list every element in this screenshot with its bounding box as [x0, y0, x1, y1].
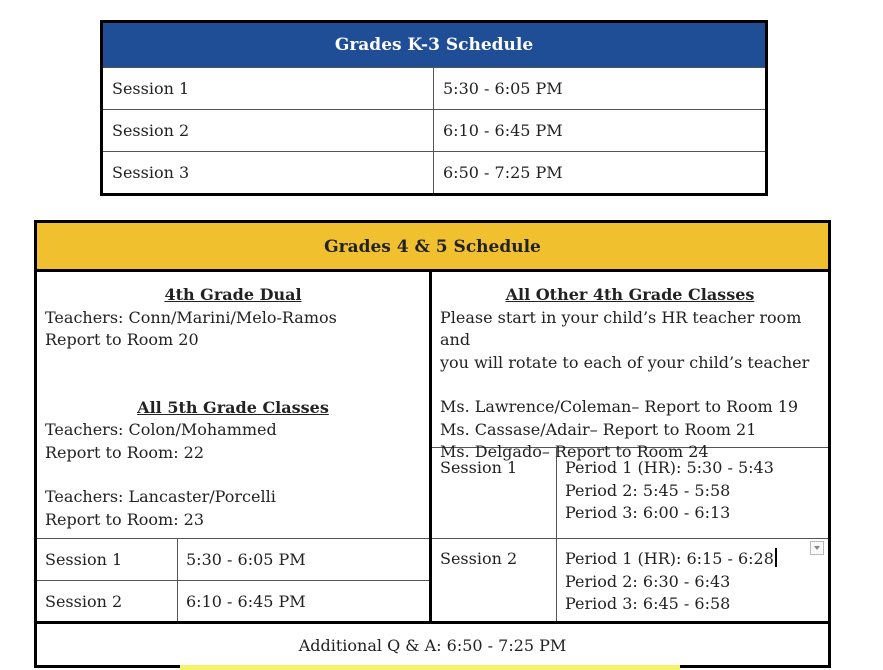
period-3: Period 3: 6:00 - 6:13 — [565, 503, 731, 522]
text-cursor — [775, 548, 777, 567]
session-cell[interactable]: Session 2 — [102, 110, 434, 152]
period-1: Period 1 (HR): 5:30 - 5:43 — [565, 458, 774, 477]
table-row — [102, 152, 767, 195]
time-cell[interactable]: 6:10 - 6:45 PM — [177, 580, 429, 621]
table-row — [102, 110, 767, 152]
fifth-teachers-2: Teachers: Lancaster/Porcelli — [45, 487, 276, 506]
dual-room: Report to Room 20 — [45, 330, 199, 349]
k3-schedule-table — [100, 20, 768, 196]
right-info-cell[interactable] — [432, 272, 828, 461]
dual-title: 4th Grade Dual — [164, 285, 302, 304]
fifth-room-1: Report to Room: 22 — [45, 442, 205, 462]
period-1: Period 1 (HR): 6:15 - 6:28 — [565, 549, 774, 568]
time-cell[interactable]: 6:10 - 6:45 PM — [434, 110, 767, 152]
session-cell[interactable]: Session 1 — [440, 458, 518, 477]
other-line-2: you will rotate to each of your child’s teacher — [440, 352, 810, 372]
fifth-room-2: Report to Room: 23 — [45, 509, 205, 529]
periods-cell[interactable] — [556, 538, 828, 621]
table-row — [102, 68, 767, 110]
other-title: All Other 4th Grade Classes — [505, 285, 755, 304]
g45-title: Grades 4 & 5 Schedule — [37, 223, 828, 272]
dual-teachers: Teachers: Conn/Marini/Melo-Ramos — [45, 307, 337, 327]
time-cell[interactable]: 5:30 - 6:05 PM — [177, 538, 429, 580]
k3-title: Grades K-3 Schedule — [102, 22, 767, 68]
time-cell[interactable]: 5:30 - 6:05 PM — [434, 68, 767, 110]
period-2: Period 2: 5:45 - 5:58 — [565, 480, 731, 500]
other-assign-2: Ms. Cassase/Adair– Report to Room 21 — [440, 419, 757, 439]
cell-dropdown-icon[interactable] — [810, 541, 824, 555]
session-cell[interactable]: Session 2 — [432, 538, 556, 621]
session-cell[interactable]: Session 1 — [102, 68, 434, 110]
session-cell[interactable]: Session 2 — [37, 580, 177, 621]
g45-schedule-table — [34, 220, 831, 668]
left-info-cell[interactable] — [37, 272, 432, 538]
other-line-1: Please start in your child’s HR teacher room and — [440, 307, 802, 349]
period-3: Period 3: 6:45 - 6:58 — [565, 594, 731, 613]
session-cell[interactable]: Session 3 — [102, 152, 434, 195]
time-cell[interactable]: 6:50 - 7:25 PM — [434, 152, 767, 195]
periods-cell[interactable] — [556, 448, 828, 538]
period-2: Period 2: 6:30 - 6:43 — [565, 571, 731, 591]
other-assign-1: Ms. Lawrence/Coleman– Report to Room 19 — [440, 397, 799, 416]
fifth-title: All 5th Grade Classes — [137, 397, 329, 417]
highlight-strip — [180, 665, 680, 670]
other-assign-3: Ms. Delgado– Report to Room 24 — [440, 442, 709, 461]
fifth-teachers-1: Teachers: Colon/Mohammed — [45, 420, 277, 439]
session-cell[interactable]: Session 1 — [37, 538, 177, 580]
qa-row[interactable]: Additional Q & A: 6:50 - 7:25 PM — [37, 621, 828, 665]
